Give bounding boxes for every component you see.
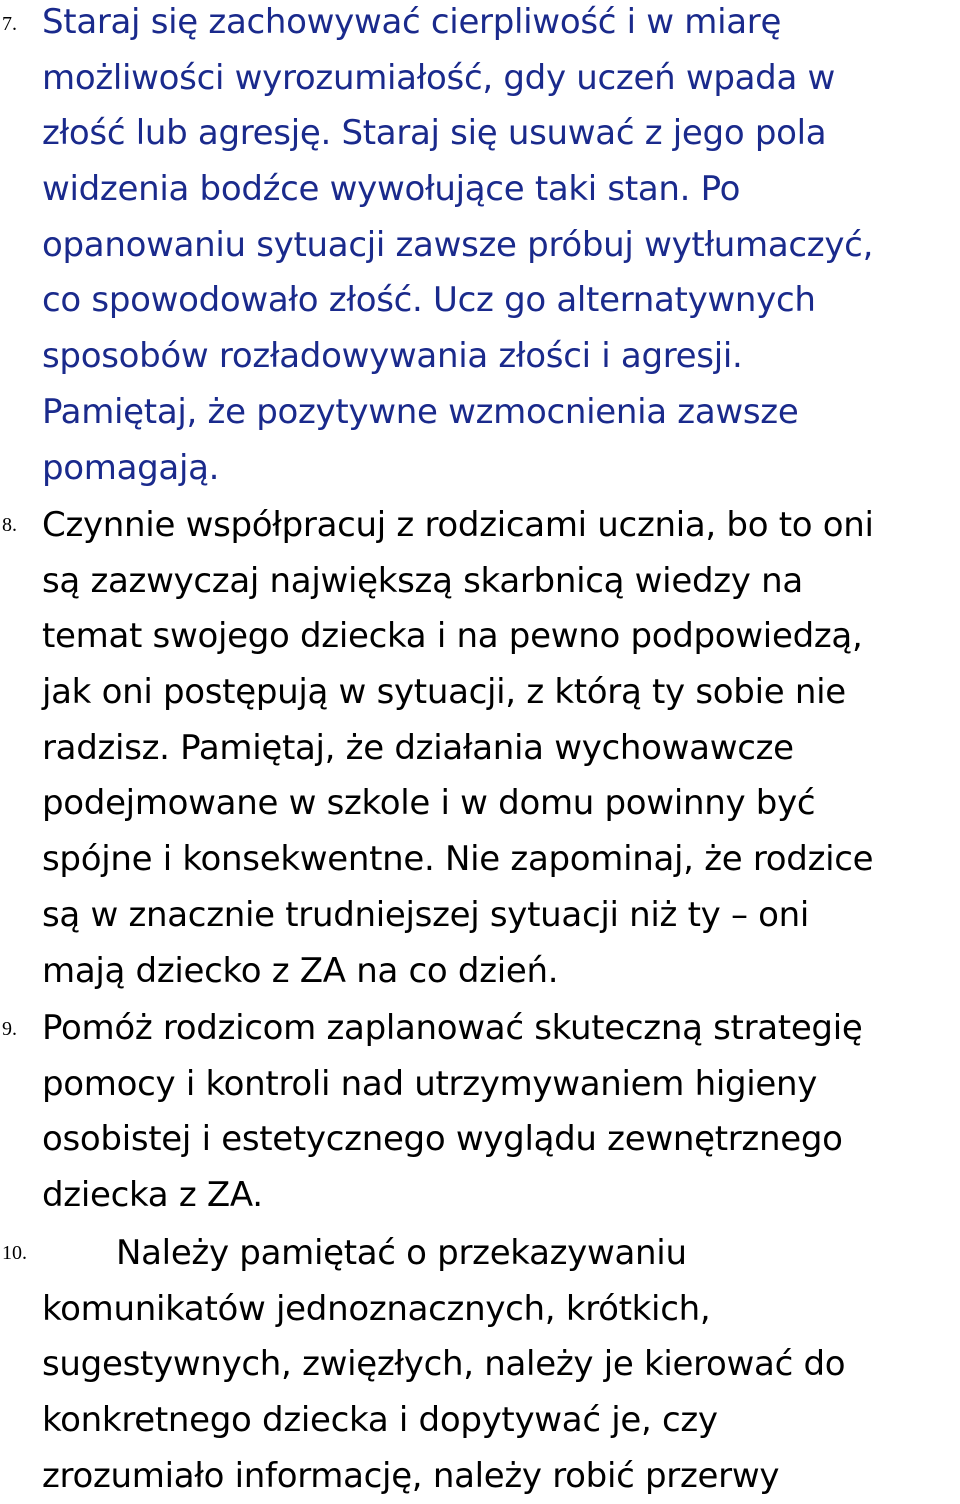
text-line: dziecka z ZA. <box>42 1175 263 1216</box>
text-line: Pomóż rodzicom zaplanować skuteczną strategię <box>42 1008 863 1048</box>
text-line: są zazwyczaj największą skarbnicą wiedzy na <box>42 560 803 601</box>
text-line: widzenia bodźce wywołujące taki stan. Po <box>42 169 741 210</box>
text-line: komunikatów jednoznacznych, krótkich, <box>42 1288 711 1329</box>
paragraph-7 <box>42 0 960 496</box>
text-line: możliwości wyrozumiałość, gdy uczeń wpada w <box>42 57 835 98</box>
text-line: Pamiętaj, że pozytywne wzmocnienia zawsze <box>42 391 799 432</box>
text-line: Należy pamiętać o przekazywaniu <box>116 1233 687 1273</box>
text-line: podejmowane w szkole i w domu powinny być <box>42 783 816 824</box>
paragraph-8 <box>42 498 960 999</box>
list-number: 9. <box>2 1018 17 1040</box>
text-line: pomagają. <box>42 447 220 488</box>
text-line: radzisz. Pamiętaj, że działania wychowawcze <box>42 727 794 768</box>
text-line: zrozumiało informację, należy robić przerwy <box>42 1455 780 1496</box>
text-line: mają dziecko z ZA na co dzień. <box>42 950 559 991</box>
list-number: 8. <box>2 514 17 536</box>
text-line: konkretnego dziecka i dopytywać je, czy <box>42 1400 718 1441</box>
text-line: sposobów rozładowywania złości i agresji. <box>42 336 743 377</box>
text-line: pomocy i kontroli nad utrzymywaniem higieny <box>42 1063 818 1104</box>
text-line: temat swojego dziecka i na pewno podpowiedzą, <box>42 616 863 657</box>
text-line: opanowaniu sytuacji zawsze próbuj wytłumaczyć, <box>42 224 874 265</box>
text-line: jak oni postępują w sytuacji, z którą ty sobie nie <box>42 672 846 713</box>
text-line: są w znacznie trudniejszej sytuacji niż ty – oni <box>42 894 810 935</box>
paragraph-10 <box>42 1226 960 1504</box>
paragraph-9 <box>42 1001 960 1224</box>
text-line: złość lub agresję. Staraj się usuwać z jego pola <box>42 113 827 154</box>
text-line: Czynnie współpracuj z rodzicami ucznia, bo to oni <box>42 505 874 545</box>
list-number: 7. <box>2 13 17 35</box>
text-line: Staraj się zachowywać cierpliwość i w miarę <box>42 2 782 42</box>
text-line: osobistej i estetycznego wyglądu zewnętrznego <box>42 1119 843 1160</box>
list-number: 10. <box>2 1242 27 1264</box>
text-line: co spowodowało złość. Ucz go alternatywnych <box>42 280 816 321</box>
text-line: spójne i konsekwentne. Nie zapominaj, że rodzice <box>42 839 874 880</box>
text-line: sugestywnych, zwięzłych, należy je kierować do <box>42 1344 846 1385</box>
